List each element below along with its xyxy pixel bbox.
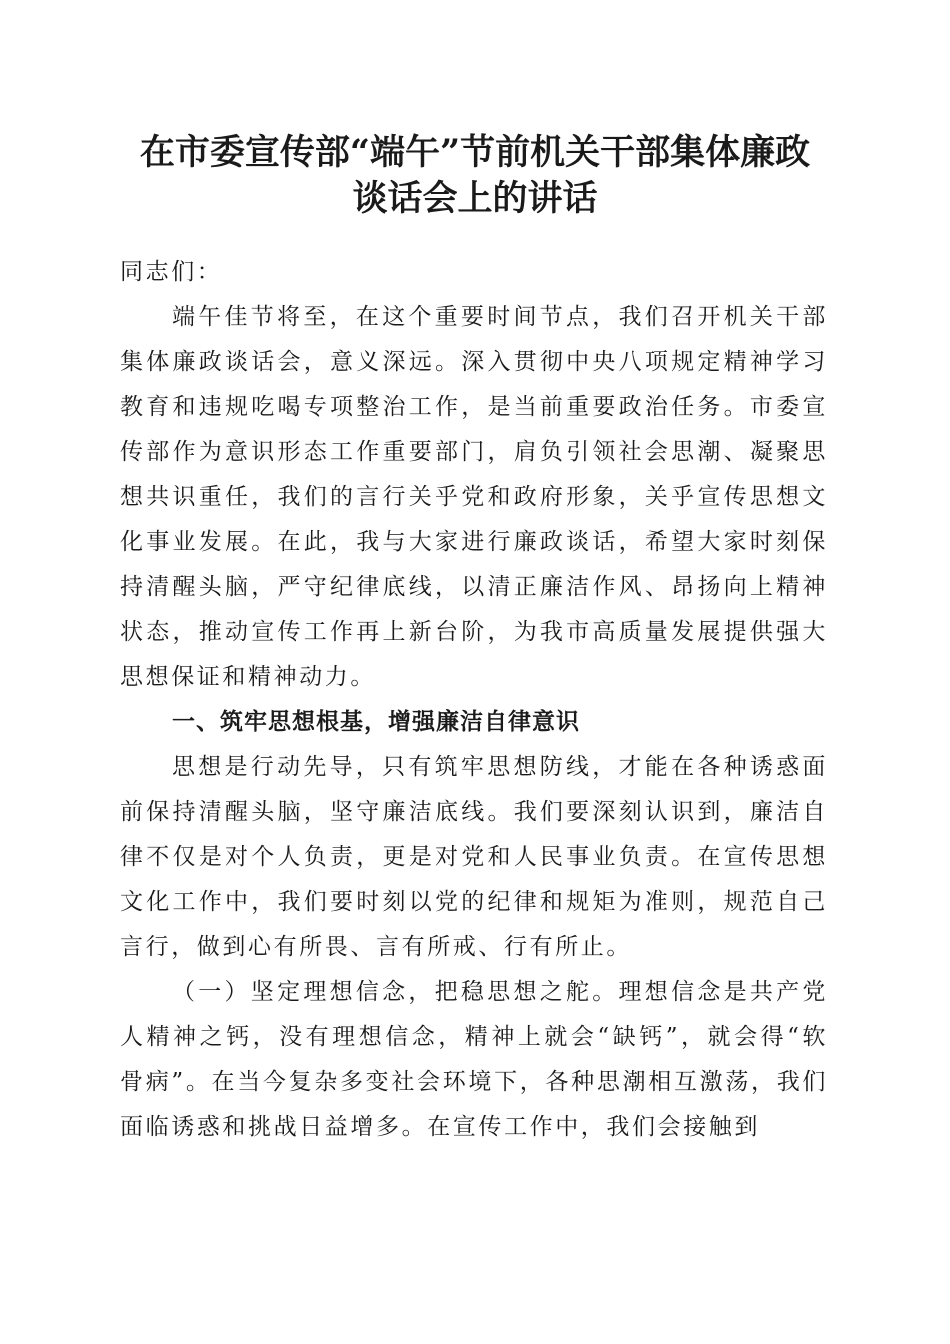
- subsection-1-heading: （一）坚定理想信念，把稳思想之舵。: [172, 979, 619, 1005]
- document-body: [120, 250, 828, 1150]
- subsection-1-paragraph: [120, 970, 828, 1150]
- title-line-1: 在市委宣传部“端午”节前机关干部集体廉政: [139, 132, 811, 173]
- section-heading-1: 一、筑牢思想根基，增强廉洁自律意识: [172, 709, 580, 735]
- document-title: [100, 130, 850, 222]
- salutation: 同志们：: [120, 259, 223, 285]
- intro-paragraph: 端午佳节将至，在这个重要时间节点，我们召开机关干部集体廉政谈话会，意义深远。深入贯彻中央八项规定精神学习教育和违规吃喝专项整治工作，是当前重要政治任务。市委宣传部作为意识形态工作重要部门，肩负引领社会思潮、凝聚思想共识重任，我们的言行关乎党和政府形象，关乎宣传思想文化事业发展。在此，我与大家进行廉政谈话，希望大家时刻保持清醒头脑，严守纪律底线，以清正廉洁作风、昂扬向上精神状态，推动宣传工作再上新台阶，为我市高质量发展提供强大思想保证和精神动力。: [120, 304, 828, 690]
- title-line-2: 谈话会上的讲话: [352, 178, 598, 219]
- section-1-paragraph: 思想是行动先导，只有筑牢思想防线，才能在各种诱惑面前保持清醒头脑，坚守廉洁底线。我们要深刻认识到，廉洁自律不仅是对个人负责，更是对党和人民事业负责。在宣传思想文化工作中，我们要时刻以党的纪律和规矩为准则，规范自己言行，做到心有所畏、言有所戒、行有所止。: [120, 754, 828, 960]
- subsection-1-text: 理想信念是共产党人精神之钙，没有理想信念，精神上就会“缺钙”，就会得“软骨病”。在当今复杂多变社会环境下，各种思潮相互激荡，我们面临诱惑和挑战日益增多。在宣传工作中，我们会接触到: [120, 979, 828, 1140]
